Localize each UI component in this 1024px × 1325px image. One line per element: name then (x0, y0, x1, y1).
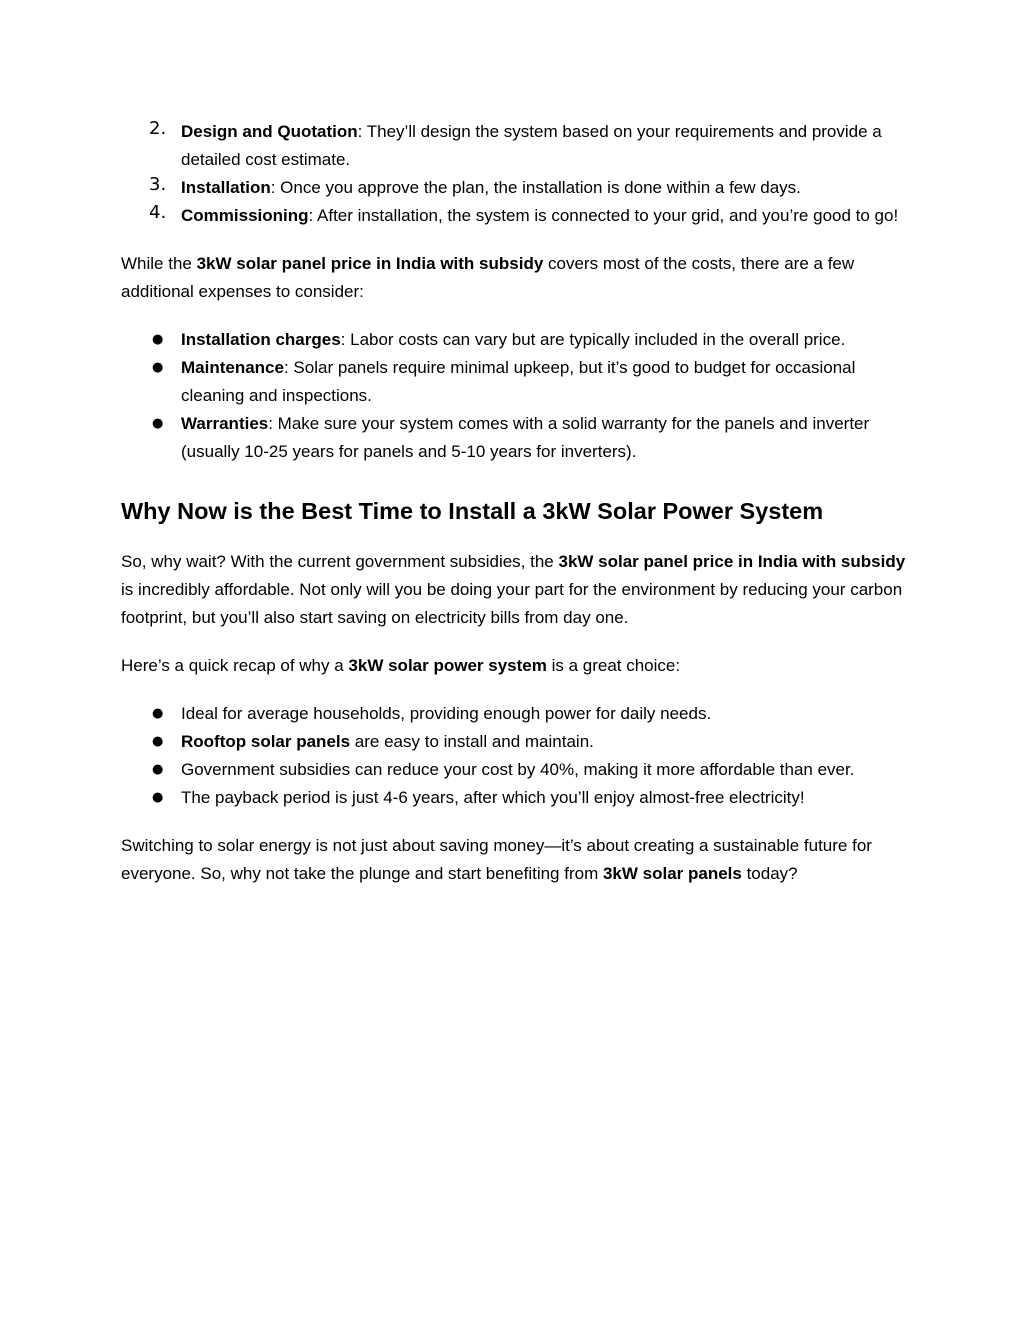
text-run: While the (121, 254, 197, 273)
expenses-list (121, 326, 911, 466)
text-run: is a great choice: (546, 656, 681, 675)
item-title: Rooftop solar panels (181, 732, 351, 751)
item-text: The payback period is just 4-6 years, after which you’ll enjoy almost-free electricity! (181, 788, 805, 807)
step-text: : They’ll design the system based on your requirements and provide a detailed cost estimate. (181, 122, 882, 169)
text-run: Switching to solar energy is not just about saving money—it’s about creating a sustainable future for everyone. So, why not take the plunge and start benefiting from (121, 836, 872, 883)
step-title: Design and Quotation (181, 122, 358, 141)
paragraph-conclusion (121, 832, 911, 888)
list-item (121, 202, 911, 230)
item-text: : Solar panels require minimal upkeep, but it’s good to budget for occasional cleaning and inspections. (181, 358, 856, 405)
bullet-icon: ● (152, 332, 164, 347)
list-item (121, 784, 911, 812)
bold-phrase: 3kW solar panel price in India with subsidy (558, 552, 906, 571)
list-number: 2. (149, 118, 167, 139)
process-steps-list (121, 118, 911, 230)
item-text: : Labor costs can vary but are typically included in the overall price. (340, 330, 846, 349)
text-run: is incredibly affordable. Not only will you be doing your part for the environment by reducing your carbon footprint, but you’ll also start saving on electricity bills from day one. (121, 580, 903, 627)
paragraph-recap-intro (121, 652, 911, 680)
step-title: Commissioning (181, 206, 309, 225)
list-item (121, 700, 911, 728)
paragraph-why-wait (121, 548, 911, 632)
bullet-icon: ● (152, 762, 164, 777)
item-title: Warranties (181, 414, 269, 433)
item-text: are easy to install and maintain. (350, 732, 594, 751)
bold-phrase: 3kW solar panels (602, 864, 742, 883)
list-item (121, 118, 911, 174)
bullet-icon: ● (152, 416, 164, 431)
bold-phrase: 3kW solar panel price in India with subsidy (196, 254, 544, 273)
list-item (121, 326, 911, 354)
item-text: Government subsidies can reduce your cost by 40%, making it more affordable than ever. (181, 760, 855, 779)
bullet-icon: ● (152, 790, 164, 805)
step-text: : After installation, the system is connected to your grid, and you’re good to go! (308, 206, 899, 225)
bullet-icon: ● (152, 706, 164, 721)
list-item (121, 728, 911, 756)
item-title: Installation charges (181, 330, 341, 349)
bold-phrase: 3kW solar power system (348, 656, 547, 675)
step-text: : Once you approve the plan, the installation is done within a few days. (270, 178, 801, 197)
section-heading: Why Now is the Best Time to Install a 3kW Solar Power System (121, 498, 824, 524)
bullet-icon: ● (152, 734, 164, 749)
list-number: 4. (149, 202, 167, 223)
paragraph-expenses-intro (121, 250, 911, 306)
text-run: today? (741, 864, 798, 883)
document-content (121, 118, 911, 888)
step-title: Installation (181, 178, 271, 197)
text-run: Here’s a quick recap of why a (121, 656, 349, 675)
list-item (121, 410, 911, 466)
bullet-icon: ● (152, 360, 164, 375)
list-item (121, 756, 911, 784)
item-text: Ideal for average households, providing enough power for daily needs. (181, 704, 712, 723)
item-title: Maintenance (181, 358, 284, 377)
list-item (121, 354, 911, 410)
item-text: : Make sure your system comes with a solid warranty for the panels and inverter (usually 10-25 years for panels and 5-10 years for inverters). (181, 414, 870, 461)
recap-list (121, 700, 911, 812)
list-number: 3. (149, 174, 167, 195)
text-run: covers most of the costs, there are a few additional expenses to consider: (121, 254, 855, 301)
list-item (121, 174, 911, 202)
text-run: So, why wait? With the current government subsidies, the (121, 552, 559, 571)
